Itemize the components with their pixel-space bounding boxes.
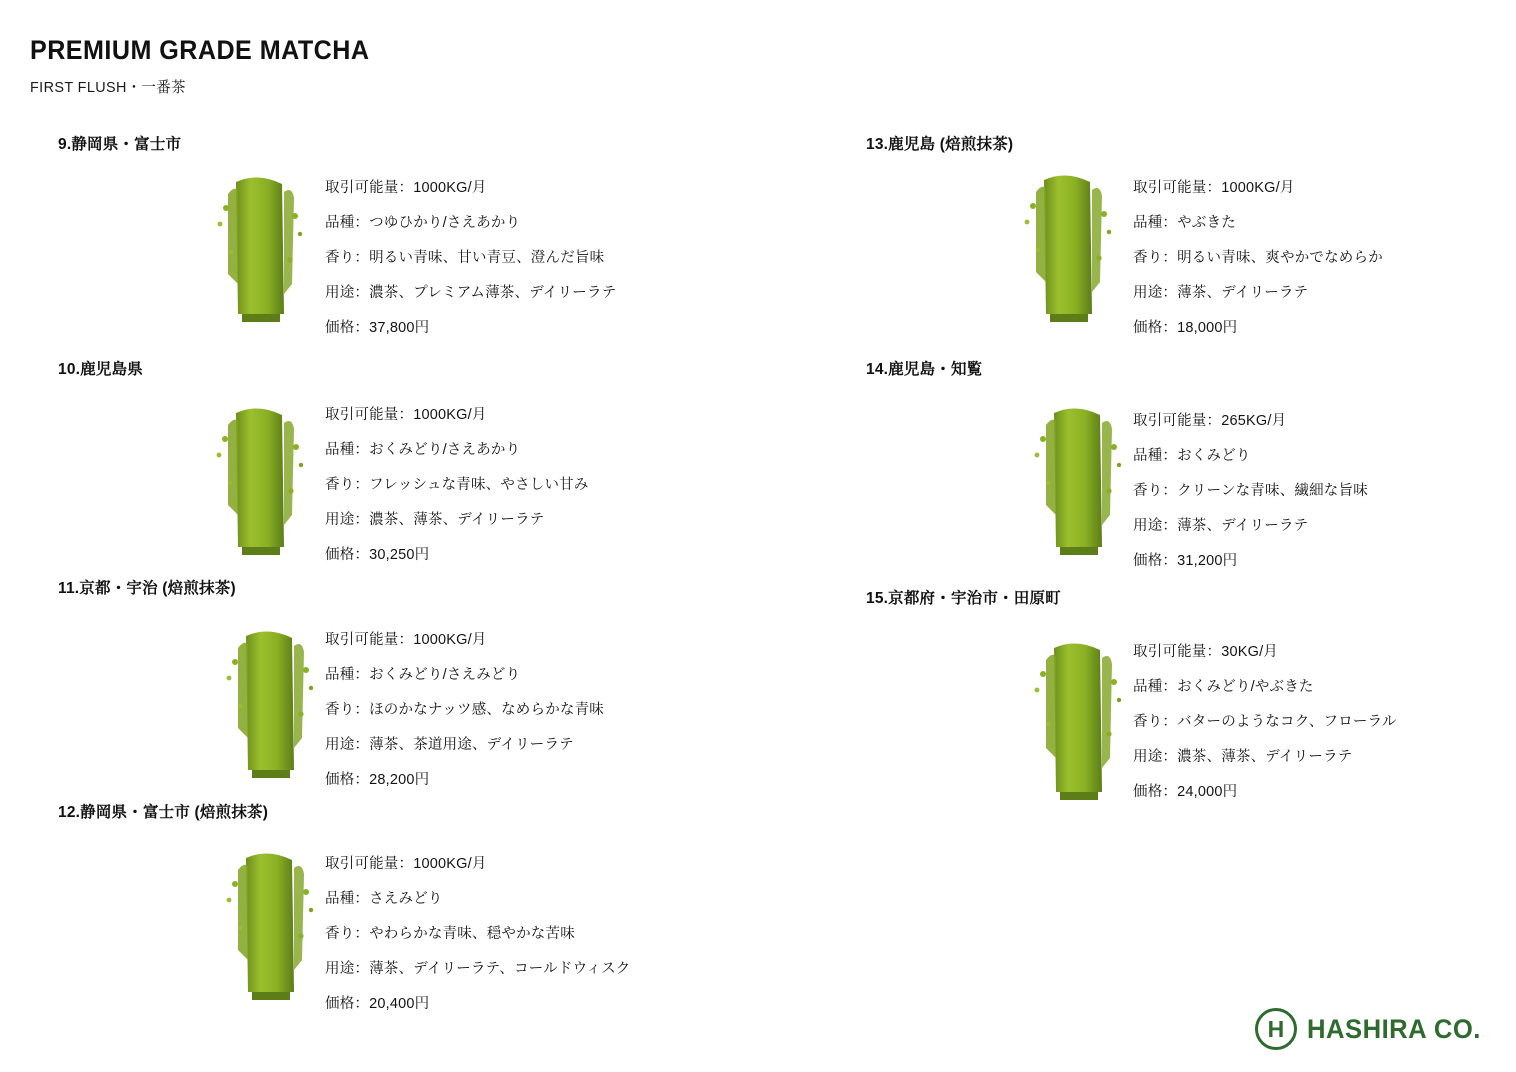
matcha-powder-swatch-icon	[208, 842, 328, 1002]
spec-cultivar: 品種：さえみどり	[325, 891, 443, 907]
spec-volume: 取引可能量：1000KG/月	[1133, 180, 1295, 196]
spec-usage: 用途：薄茶、デイリーラテ	[1133, 285, 1309, 301]
spec-price: 価格：30,250円	[325, 547, 430, 563]
spec-aroma: 香り：明るい青味、甘い青豆、澄んだ旨味	[325, 250, 605, 266]
entry-specs	[1133, 409, 1368, 570]
spec-price: 価格：20,400円	[325, 996, 430, 1012]
brand-logo	[1255, 1008, 1490, 1050]
spec-volume: 取引可能量：265KG/月	[1133, 413, 1287, 429]
spec-price: 価格：37,800円	[325, 320, 430, 336]
catalog-entry-10[interactable]	[58, 357, 589, 563]
catalog-entry-12[interactable]	[58, 800, 631, 1012]
spec-price: 価格：18,000円	[1133, 320, 1238, 336]
entry-label: 11.京都・宇治 (焙煎抹茶)	[58, 580, 236, 597]
spec-usage: 用途：濃茶、薄茶、デイリーラテ	[1133, 749, 1353, 765]
spec-cultivar: 品種：おくみどり	[1133, 448, 1251, 464]
entry-label: 15.京都府・宇治市・田原町	[866, 590, 1061, 607]
spec-usage: 用途：濃茶、薄茶、デイリーラテ	[325, 512, 545, 528]
entry-specs	[1133, 176, 1383, 337]
page-title: PREMIUM GRADE MATCHA	[30, 35, 370, 65]
catalog-entry-15[interactable]	[866, 586, 1397, 800]
matcha-powder-swatch-icon	[1016, 397, 1136, 557]
entry-label: 14.鹿児島・知覧	[866, 361, 983, 378]
entry-specs	[325, 628, 604, 789]
matcha-powder-swatch-icon	[198, 397, 318, 557]
entry-label: 12.静岡県・富士市 (焙煎抹茶)	[58, 804, 269, 821]
spec-volume: 取引可能量：1000KG/月	[325, 632, 487, 648]
catalog-entry-13[interactable]	[866, 132, 1383, 336]
matcha-powder-swatch-icon	[198, 164, 318, 324]
entry-label: 13.鹿児島 (焙煎抹茶)	[866, 136, 1014, 153]
spec-usage: 用途：濃茶、プレミアム薄茶、デイリーラテ	[325, 285, 617, 301]
spec-aroma: 香り：バターのようなコク、フローラル	[1133, 714, 1397, 730]
entry-specs	[325, 403, 589, 564]
spec-volume: 取引可能量：1000KG/月	[325, 180, 487, 196]
spec-price: 価格：24,000円	[1133, 784, 1238, 800]
spec-aroma: 香り：やわらかな青味、穏やかな苦味	[325, 926, 575, 942]
spec-cultivar: 品種：おくみどり/さえみどり	[325, 667, 521, 683]
matcha-powder-swatch-icon	[1016, 632, 1136, 802]
hashira-logo-icon	[1255, 1008, 1297, 1050]
spec-volume: 取引可能量：1000KG/月	[325, 407, 487, 423]
page-subtitle: FIRST FLUSH・一番茶	[30, 78, 186, 96]
entry-specs	[325, 176, 616, 337]
spec-cultivar: 品種：つゆひかり/さえあかり	[325, 215, 521, 231]
catalog-entry-14[interactable]	[866, 357, 1368, 569]
catalog-entry-9[interactable]	[58, 132, 617, 336]
spec-aroma: 香り：クリーンな青味、繊細な旨味	[1133, 483, 1368, 499]
spec-usage: 用途：薄茶、茶道用途、デイリーラテ	[325, 737, 574, 753]
spec-usage: 用途：薄茶、デイリーラテ、コールドウィスク	[325, 961, 631, 977]
spec-cultivar: 品種：やぶきた	[1133, 215, 1236, 231]
entry-specs	[1133, 640, 1397, 801]
entry-label: 9.静岡県・富士市	[58, 136, 182, 153]
catalog-entry-11[interactable]	[58, 576, 605, 788]
spec-volume: 取引可能量：1000KG/月	[325, 856, 487, 872]
spec-aroma: 香り：ほのかなナッツ感、なめらかな青味	[325, 702, 605, 718]
matcha-powder-swatch-icon	[1006, 164, 1126, 324]
entry-label: 10.鹿児島県	[58, 361, 143, 378]
spec-price: 価格：28,200円	[325, 772, 430, 788]
spec-cultivar: 品種：おくみどり/やぶきた	[1133, 679, 1314, 695]
brand-name: HASHIRA CO.	[1306, 1013, 1481, 1044]
spec-volume: 取引可能量：30KG/月	[1133, 644, 1279, 660]
entry-specs	[325, 852, 631, 1013]
spec-aroma: 香り：フレッシュな青味、やさしい甘み	[325, 477, 589, 493]
logo-mark-letter: H	[1267, 1015, 1285, 1042]
spec-usage: 用途：薄茶、デイリーラテ	[1133, 518, 1309, 534]
matcha-powder-swatch-icon	[208, 620, 328, 780]
spec-price: 価格：31,200円	[1133, 553, 1238, 569]
spec-cultivar: 品種：おくみどり/さえあかり	[325, 442, 521, 458]
spec-aroma: 香り：明るい青味、爽やかでなめらか	[1133, 250, 1383, 266]
page-header	[30, 36, 395, 97]
